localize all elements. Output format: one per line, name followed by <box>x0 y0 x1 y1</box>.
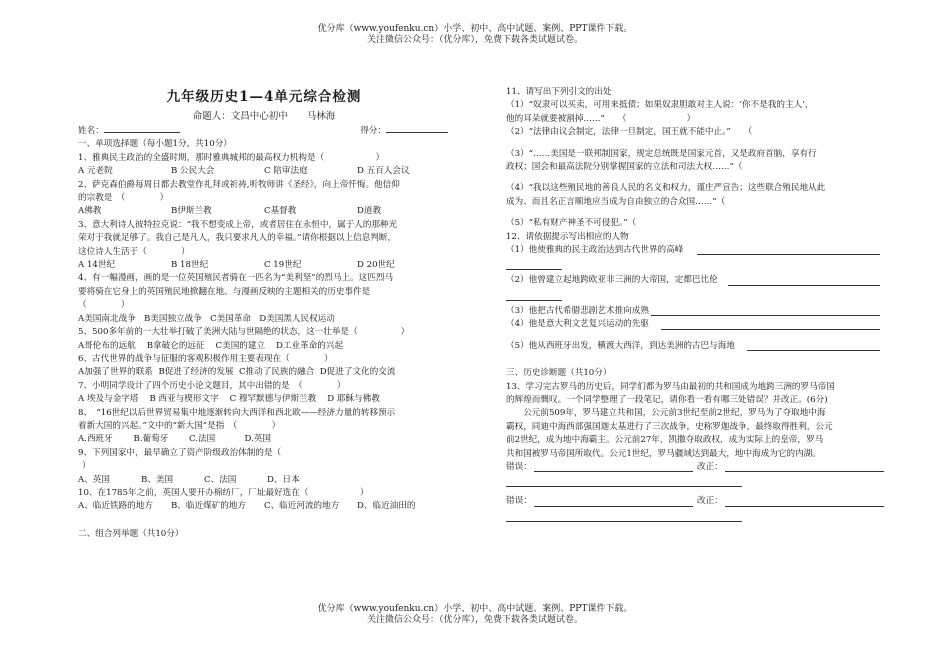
person-3-answer-line[interactable] <box>651 305 880 316</box>
error-label: 错误： <box>506 461 532 472</box>
option-b: B美国独立战争 <box>143 313 202 324</box>
question-13-cont: 的辉煌而慨叹。一个同学整理了一段笔记，请你看一看有哪三处错误？并改正。(6分) <box>506 394 828 405</box>
score-field[interactable] <box>386 123 448 133</box>
person-5-answer-line[interactable] <box>747 340 880 351</box>
passage-line-4: 共和国被罗马帝国所取代。公元1世纪，罗马疆域达到最大，地中海成为它的内湖。 <box>506 448 821 459</box>
passage-line-2: 霸权，同迪中海西部强国迦太基进行了三次战争，史称罗迦战争，最终取得胜利，公元 <box>506 421 833 432</box>
fix-answer-line[interactable] <box>725 461 884 472</box>
option-d: D美国黑人民权运动 <box>259 313 335 324</box>
option-c: C.法国 <box>189 434 216 445</box>
error-row-2 <box>506 495 884 508</box>
question-10-options <box>78 500 450 513</box>
question-8-cont: 着新大国的兴起。”文中的“新大国”是指 （ ） <box>78 420 281 431</box>
person-3-prompt: （3）他把古代希腊悲剧艺术推向成熟 <box>506 305 649 316</box>
option-a: A哥伦布的远航 <box>78 340 136 351</box>
question-2-options <box>78 205 450 218</box>
question-2-cont: 的宗教是 （ ） <box>78 193 169 204</box>
option-a: A 元老院 <box>78 166 113 177</box>
section-2-heading: 二、组合列举题（共10分） <box>78 528 184 539</box>
fix-answer-line[interactable] <box>725 496 884 507</box>
question-4-cont: （ ） <box>78 300 130 311</box>
person-2-prompt: （2）他曾建立起地跨欧亚非三洲的大帝国，定都巴比伦 <box>506 275 718 286</box>
error-answer-line[interactable] <box>534 496 693 507</box>
page-header <box>0 24 950 46</box>
option-a: A、临近铁路的地方 <box>78 501 153 512</box>
person-2-answer-line[interactable] <box>728 275 880 286</box>
option-d: D 五百人会议 <box>357 166 410 177</box>
option-a: A佛教 <box>78 206 102 217</box>
option-c: C、临近河流的地方 <box>264 501 340 512</box>
quote-5: （5）“私有财产神圣不可侵犯。”（ <box>506 218 637 229</box>
question-7-options <box>78 393 450 406</box>
question-11: 11、请写出下列引文的出处 <box>506 87 612 97</box>
person-1-answer-line[interactable] <box>697 244 880 255</box>
person-4-answer-line[interactable] <box>661 319 880 330</box>
left-column <box>78 86 450 541</box>
person-1-prompt: （1）他使雅典的民主政治达到古代世界的高峰 <box>506 245 684 256</box>
section-1-heading: 一、单项选择题（每小题1分，共10分） <box>78 139 232 150</box>
option-d: D、日本 <box>267 474 300 485</box>
question-4-cont: 要将骑在它身上的英国殖民地掀翻在地。与漫画反映的主题相关的历史事件是 <box>78 286 371 297</box>
header-line-2: 关注微信公众号：（优分库），免费下载各类试题试卷。 <box>366 35 583 45</box>
score-label: 得分： <box>360 126 386 136</box>
option-a: A 14世纪 <box>78 260 116 271</box>
person-5-prompt: （5）他从西班牙出发，横渡大西洋，到达美洲的古巴与海地 <box>506 340 735 351</box>
quote-1: （1）“奴隶可以买卖，可用来抵债；如果奴隶胆敢对主人说：‘你不是我的主人’， <box>506 100 814 111</box>
option-a: A加强了世界的联系 <box>78 367 153 378</box>
option-b: B 18世纪 <box>171 260 209 271</box>
quote-1-cont: 他的耳朵就要被割掉……” （ ） <box>506 113 696 124</box>
error-answer-line[interactable] <box>534 461 693 472</box>
option-c: C美国的建立 <box>215 340 266 351</box>
question-4-options <box>78 313 450 326</box>
option-c: C 穆罕默德与伊斯兰教 <box>229 394 317 405</box>
option-d: D工业革命的兴起 <box>276 340 344 351</box>
question-6-options <box>78 366 450 379</box>
option-b: B 西亚与楔形文字 <box>149 394 219 405</box>
question-7: 7、小明同学设计了四个历史小论文题目，其中出错的是 （ ） <box>78 380 346 391</box>
question-10: 10、在1785年之前，英国人要开办棉纺厂，厂址最好选在（ ） <box>78 487 369 498</box>
error-answer-cont[interactable] <box>506 509 742 522</box>
question-5-options <box>78 340 450 353</box>
option-a: A、英国 <box>78 474 110 485</box>
exam-author: 命题人：文昌中心初中 马林海 <box>192 111 336 122</box>
name-label: 姓名： <box>78 126 104 136</box>
question-9-cont: ） <box>82 461 91 472</box>
question-1-options <box>78 165 450 178</box>
footer-line-1: 优分库（www.youfenku.cn）小学、初中、高中试题、案例、PPT课件下载。 <box>317 604 633 614</box>
passage-line-3: 前2世纪，成为地中海霸主。公元前27年，凯撒夺取政权，成为实际上的皇帝，罗马 <box>506 435 824 446</box>
question-8: 8、 “16世纪以后世界贸易集中地逐渐转向大西洋和西北欧——经济力量的转移预示 <box>78 407 396 418</box>
option-b: B拿破仑的远征 <box>146 340 205 351</box>
option-d: D道教 <box>357 206 382 217</box>
question-9: 9、下列国家中，最早确立了资产阶级政治体制的是（ <box>78 447 282 458</box>
person-3-row <box>506 305 884 318</box>
error-row-1 <box>506 461 884 474</box>
question-3-options <box>78 259 450 272</box>
right-column <box>506 86 884 522</box>
option-d: D 耶稣与佛教 <box>327 394 380 405</box>
question-3-cont: 这位诗人生活于（ ） <box>78 246 190 257</box>
quote-4: （4）“我以这些殖民地的善良人民的名义和权力，谨庄严宣告；这些联合殖民地从此 <box>506 183 826 194</box>
question-2: 2、萨克森伯爵每周日都去教堂作礼拜或祈祷,听牧师讲《圣经》，向上帝忏悔。他信仰 <box>78 179 400 190</box>
fix-label: 改正： <box>697 496 723 507</box>
quote-3: （3）“……美国是一联邦制国家，规定总统既是国家元首，又是政府首脑，享有行 <box>506 148 817 159</box>
question-9-options <box>78 474 450 487</box>
option-b: B、临近煤矿的地方 <box>171 501 247 512</box>
passage-line-1: 公元前509年，罗马建立共和国，公元前3世纪至前2世纪，罗马为了夺取地中海 <box>523 408 826 419</box>
person-2-row <box>506 274 884 287</box>
question-8-options <box>78 433 450 446</box>
option-a: A.西班牙 <box>78 434 113 445</box>
fix-label: 改正： <box>697 461 723 472</box>
error-answer-cont[interactable] <box>506 474 742 487</box>
person-2-answer-cont[interactable] <box>506 288 562 301</box>
option-b: B伊斯兰教 <box>171 206 212 217</box>
option-d: D 20世纪 <box>357 260 395 271</box>
option-a: A美国南北战争 <box>78 313 136 324</box>
option-c: C 19世纪 <box>264 260 302 271</box>
option-c: C基督教 <box>264 206 297 217</box>
page-footer <box>0 604 950 626</box>
name-score-row <box>78 123 450 138</box>
option-b: B促进了经济的发展 <box>158 367 234 378</box>
question-13: 13、学习完古罗马的历史后，同学们都为罗马由最初的共和国成为地跨三洲的罗马帝国 <box>506 381 835 392</box>
name-field[interactable] <box>104 123 180 133</box>
quote-4-cont: 成为、而且名正言顺地应当成为自由独立的合众国……”（ <box>506 196 726 207</box>
option-b: B.葡萄牙 <box>133 434 169 445</box>
option-c: C推动了民族的融合 <box>238 367 315 378</box>
option-c: C、法国 <box>204 474 237 485</box>
person-4-row <box>506 318 884 331</box>
footer-line-2: 关注微信公众号：（优分库），免费下载各类试题试卷。 <box>366 615 583 625</box>
option-b: B 公民大会 <box>171 166 215 177</box>
option-d: D促进了文化的交流 <box>319 367 396 378</box>
person-5-row <box>506 340 884 353</box>
person-4-prompt: （4）他是意大利文艺复兴运动的先驱 <box>506 319 649 330</box>
question-5: 5、500多年前的一大壮举打破了美洲大陆与世隔绝的状态，这一壮举是（ ） <box>78 327 410 338</box>
question-3-cont: 荣对于我就足够了。我自己是凡人，我只要求凡人的幸福。”请你根据以上信息判断， <box>78 233 397 244</box>
person-1-answer-cont[interactable] <box>506 257 562 270</box>
option-d: D、临近油田的 <box>357 501 416 512</box>
option-c: C 陪审法庭 <box>264 166 308 177</box>
question-12: 12、请依据提示写出相应的人物 <box>506 231 629 242</box>
option-d: D.英国 <box>244 434 272 445</box>
section-3-heading: 三、历史诊断题（共10分） <box>506 368 612 379</box>
person-1-row <box>506 244 884 257</box>
question-3: 3、意大利诗人彼特拉克说：“我不想变成上帝，或者居住在永恒中，属于人的那种光 <box>78 219 398 230</box>
option-c: C美国革命 <box>210 313 252 324</box>
question-4: 4、有一幅漫画，画的是一位英国殖民者骑在一匹名为“美利坚”的烈马上。这匹烈马 <box>78 273 394 284</box>
exam-title: 九年级历史1—4单元综合检测 <box>166 89 362 105</box>
question-1: 1、雅典民主政治的全盛时期，那时雅典城邦的最高权力机构是（ ） <box>78 152 385 163</box>
error-label: 错误： <box>506 496 532 507</box>
quote-3-cont: 政权；国会和最高法院分别掌握国家的立法和司法大权……”（ <box>506 162 743 173</box>
option-b: B、美国 <box>141 474 174 485</box>
quote-2: （2）“法律由议会制定，法律一旦制定，国王就不能中止。” （ <box>506 127 753 138</box>
question-6: 6、古代世界的战争与征服的客观积极作用主要表现在（ ） <box>78 353 333 364</box>
option-a: A 埃及与金字塔 <box>78 394 139 405</box>
header-line-1: 优分库（www.youfenku.cn）小学、初中、高中试题、案例、PPT课件下载。 <box>317 24 633 34</box>
